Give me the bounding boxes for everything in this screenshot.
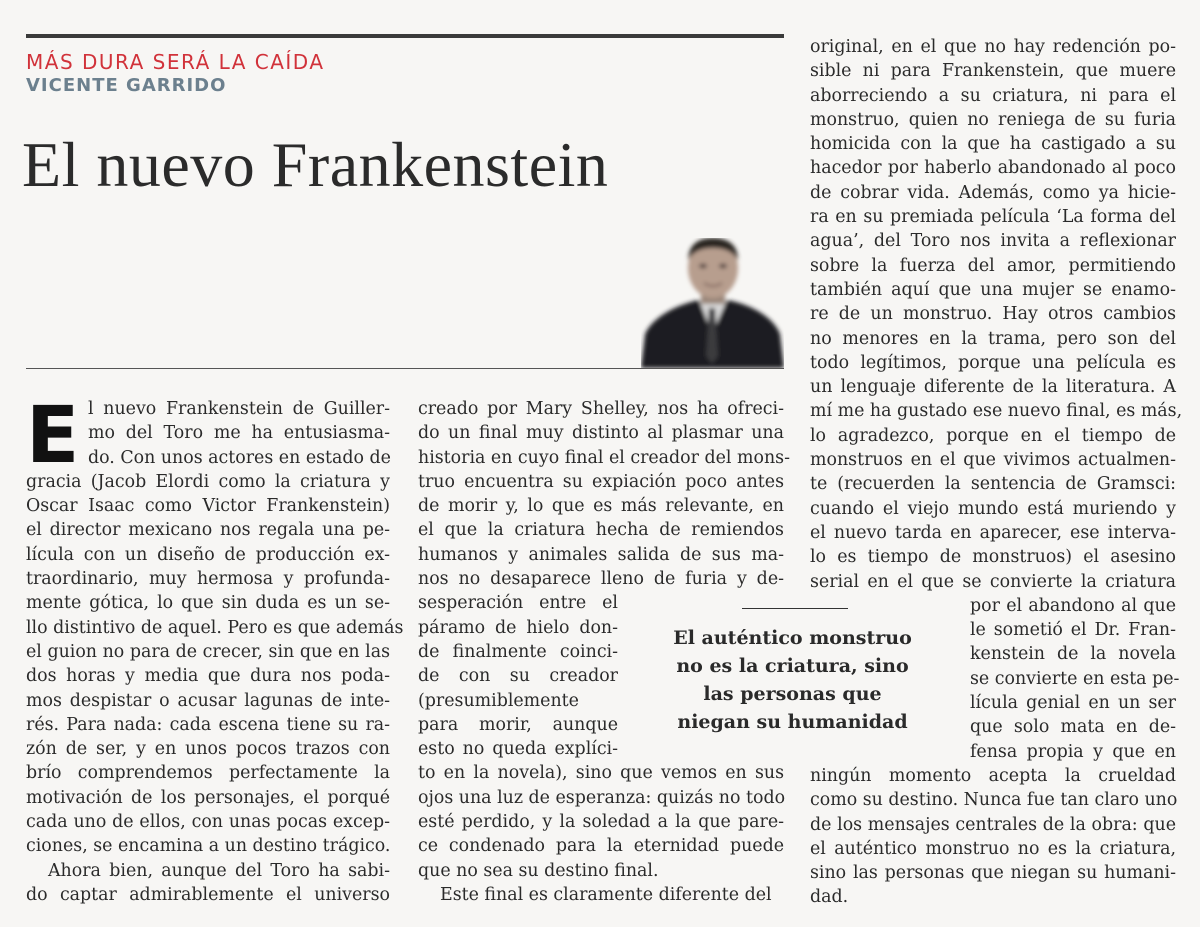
text-line: se convierte en esta pe- [970, 668, 1180, 689]
headline: El nuevo Frankenstein [22, 129, 609, 200]
pullquote [640, 624, 945, 736]
text-line: esto no queda explíci- [418, 739, 618, 760]
text-line: no menores en la trama, pero son del [810, 328, 1176, 349]
text-line: lo es tiempo de monstruos) el asesino [810, 547, 1176, 568]
pullquote-rule [742, 608, 848, 609]
text-line: aborreciendo a su criatura, ni para el [810, 85, 1176, 106]
text-line: para morir, aunque [418, 714, 618, 735]
text-line: Oscar Isaac como Victor Frankenstein) [26, 496, 390, 517]
pullquote-line: niegan su humanidad [677, 711, 908, 733]
text-line: te (recuerden la sentencia de Gramsci: [810, 474, 1176, 495]
text-line: de con su creador [418, 666, 618, 687]
text-line: el guion no para de crecer, sin que en las [26, 641, 390, 662]
text-line: sino las personas que niegan su humani- [810, 863, 1176, 884]
text-line: hacedor por haberlo abandonado al poco [810, 158, 1176, 179]
text-line: de morir y, lo que es más relevante, en [418, 496, 784, 517]
text-line: historia en cuyo final el creador del mons- [418, 447, 790, 468]
header-rule [26, 368, 784, 369]
text-line: esté perdido, y la soledad a la que pare- [418, 812, 784, 833]
text-line: agua’, del Toro nos invita a reflexionar [810, 231, 1176, 252]
text-line: sesperación entre el [418, 593, 618, 614]
text-line: re de un monstruo. Hay otros cambios [810, 304, 1176, 325]
text-line: motivación de los personajes, el porqué [26, 787, 390, 808]
text-line: kenstein de la novela [970, 644, 1176, 665]
text-line: ciones, se encamina a un destino trágico. [26, 836, 391, 857]
text-line: humanos y animales salida de sus ma- [418, 544, 784, 565]
text-line: le sometió el Dr. Fran- [970, 620, 1176, 641]
text-line: rés. Para nada: cada escena tiene su ra- [26, 714, 390, 735]
text-line: ojos una luz de esperanza: quizás no todo [418, 787, 786, 808]
text-line: do captar admirablemente el universo [26, 884, 390, 905]
text-line: nos no desaparece lleno de furia y de- [418, 569, 784, 590]
text-line: Este final es claramente diferente del [440, 884, 772, 905]
text-line: Ahora bien, aunque del Toro ha sabi- [48, 860, 390, 881]
text-line: el nuevo tarda en aparecer, ese interva- [810, 522, 1176, 543]
text-line: ra en su premiada película ‘La forma del [810, 207, 1176, 228]
text-line: todo legítimos, porque una película es [810, 352, 1176, 373]
text-line: cuando el viejo mundo está muriendo y [810, 498, 1176, 519]
pullquote-line: no es la criatura, sino [676, 655, 909, 677]
text-line: llo distintivo de aquel. Pero es que además [26, 617, 404, 638]
text-line: mos despistar o acusar lagunas de inte- [26, 690, 390, 711]
text-line: to en la novela), sino que vemos en sus [418, 763, 784, 784]
text-line: como su destino. Nunca fue tan claro uno [810, 790, 1178, 811]
text-line: mente gótica, lo que sin duda es un se- [26, 593, 390, 614]
text-line: original, en el que no hay redención po- [810, 37, 1176, 57]
text-line: también aquí que una mujer se enamo- [810, 279, 1176, 300]
text-line: homicida con la que ha castigado a su [810, 134, 1176, 155]
text-line: que solo mata en de- [970, 717, 1176, 738]
text-line: lícula genial en un ser [970, 693, 1176, 714]
text-line: monstruos en el que vivimos actualmen- [810, 450, 1176, 471]
text-line: de finalmente coinci- [418, 641, 618, 662]
text-line: monstruo, quien no reniega de su furia [810, 109, 1176, 130]
text-line: el que la criatura hecha de remiendos [418, 520, 784, 541]
text-line: de los mensajes centrales de la obra: que [810, 814, 1176, 835]
text-line: lícula con un diseño de producción ex- [26, 544, 390, 565]
text-line: do. Con unos actores en estado de [88, 447, 391, 468]
text-line: zón de ser, y en unos pocos trazos con [26, 739, 390, 760]
text-line: ce condenado para la eternidad puede [418, 836, 784, 857]
text-line: que no sea su destino final. [418, 860, 659, 881]
text-line: l nuevo Frankenstein de Guiller- [88, 399, 390, 419]
pullquote-line: las personas que [703, 683, 882, 705]
column-3 [810, 35, 1183, 910]
text-line: de cobrar vida. Además, como ya hicie- [810, 182, 1176, 203]
column-1 [26, 391, 404, 907]
text-line: un lenguaje diferente de la literatura. A [810, 377, 1176, 398]
text-line: ningún momento acepta la crueldad [810, 765, 1176, 786]
text-line: (presumiblemente [418, 690, 579, 711]
text-line: el director mexicano nos regala una pe- [26, 520, 390, 541]
text-line: traordinario, muy hermosa y profunda- [26, 569, 390, 590]
text-line: cada uno de ellos, con unas pocas excep- [26, 812, 390, 833]
author-byline: VICENTE GARRIDO [26, 75, 227, 96]
text-line: creado por Mary Shelley, nos ha ofreci- [418, 399, 784, 419]
pullquote-line: El auténtico monstruo [673, 627, 912, 649]
text-line: el auténtico monstruo no es la criatura, [810, 838, 1176, 859]
text-line: gracia (Jacob Elordi como la criatura y [26, 471, 390, 492]
text-line: truo encuentra su expiación poco antes [418, 471, 784, 492]
top-rule [26, 34, 784, 38]
text-line: páramo de hielo don- [418, 617, 618, 638]
text-line: por el abandono al que [970, 595, 1176, 616]
text-line: serial en el que se convierte la criatura [810, 571, 1176, 592]
text-line: brío comprendemos perfectamente la [26, 763, 390, 784]
text-line: fensa propia y que en [970, 741, 1176, 762]
text-line: sobre la fuerza del amor, permitiendo [810, 255, 1176, 276]
section-kicker: MÁS DURA SERÁ LA CAÍDA [26, 50, 325, 74]
text-line: do un final muy distinto al plasmar una [418, 423, 784, 444]
text-line: mí me ha gustado ese nuevo final, es más, [810, 401, 1183, 422]
author-photo [641, 238, 784, 368]
text-line: dad. [810, 887, 849, 908]
text-line: dos horas y media que dura nos poda- [26, 666, 390, 687]
text-line: sible ni para Frankenstein, que muere [810, 61, 1176, 82]
drop-cap: E [26, 391, 80, 481]
text-line: lo agradezco, porque en el tiempo de [810, 425, 1176, 446]
text-line: mo del Toro me ha entusiasma- [88, 423, 390, 444]
